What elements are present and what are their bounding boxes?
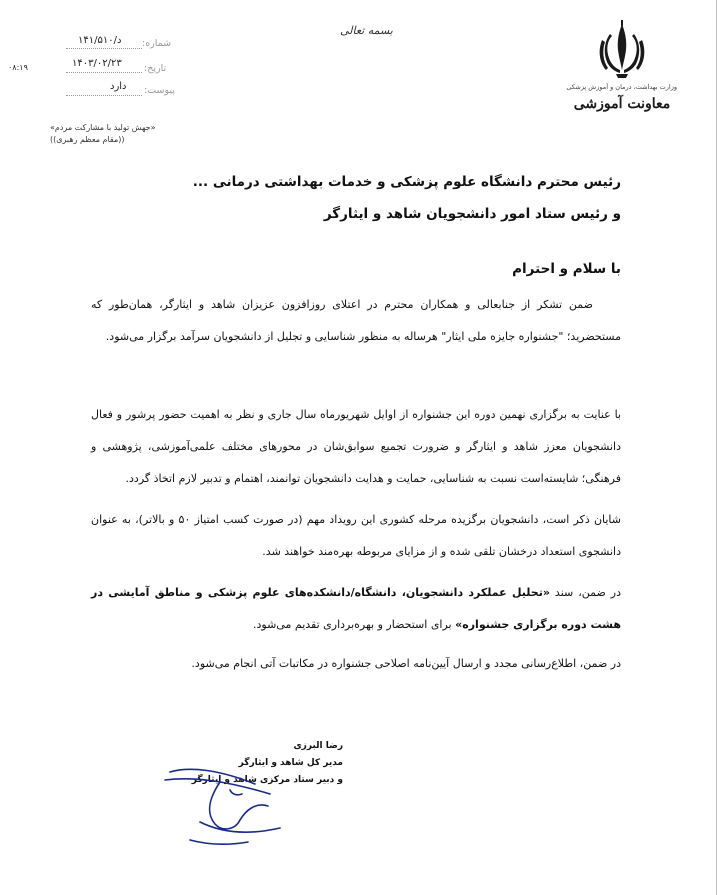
number-line bbox=[66, 48, 142, 49]
attachment-line bbox=[66, 95, 142, 96]
slogan-line-1: «جهش تولید با مشارکت مردم» bbox=[50, 123, 156, 132]
signatory-name: رضا البرزی bbox=[293, 741, 343, 751]
number-value: ۱۴۱/۵۱۰/د bbox=[78, 35, 122, 46]
ministry-name: وزارت بهداشت، درمان و آموزش پزشکی bbox=[566, 83, 677, 91]
letterhead bbox=[567, 20, 677, 112]
date-label: تاریخ: bbox=[144, 63, 167, 74]
slogan bbox=[50, 122, 180, 147]
recipient-line-1: رئیس محترم دانشگاه علوم پزشکی و خدمات بهداشتی درمانی ... bbox=[192, 174, 621, 190]
slogan-line-2: ((مقام معظم رهبری)) bbox=[50, 135, 125, 145]
attachment-label: پیوست: bbox=[144, 85, 175, 96]
number-label: شماره: bbox=[142, 38, 172, 49]
paragraph-2: با عنایت به برگزاری نهمین دوره این جشنواره از اوایل شهریورماه سال جاری و نظر به اهمیت حضور پرشور و فعال دانشجویان معزز شاهد و ایثارگر و ضرورت تجمیع سوابق‌شان در محورهای مختلف علمی‌آموزشی، پژوهشی و فرهنگی؛ شایسته‌است نسبت به شناسایی، حمایت و هدایت دانشجویان توانمند، اهتمام و تدبیر لازم اتخاذ گردد. bbox=[91, 408, 621, 485]
letter-body-2 bbox=[91, 399, 621, 495]
basmala: بسمه تعالی bbox=[340, 24, 393, 37]
paragraph-3: شایان ذکر است، دانشجویان برگزیده مرحله کشوری این رویداد مهم (در صورت کسب امتیاز ۵۰ و بالاتر)، به عنوان دانشجوی استعداد درخشان تلقی شده و از مزایای مربوطه بهره‌مند خواهند شد. bbox=[91, 513, 622, 558]
attachment-value: دارد bbox=[110, 81, 127, 92]
time-stamp: ۰۸:۱۹ bbox=[8, 63, 28, 72]
paragraph-4-prefix: در ضمن، سند bbox=[554, 586, 622, 599]
handwritten-signature bbox=[160, 762, 290, 852]
letter-body-3 bbox=[91, 504, 621, 568]
letter-body bbox=[91, 289, 621, 353]
letter-body-4 bbox=[91, 577, 621, 641]
document-title: «تحلیل عملکرد دانشجویان، دانشگاه/دانشکده‌های علوم پزشکی و مناطق آمایشی در هشت دوره برگزاری جشنواره» bbox=[91, 586, 621, 631]
signatory-title-2: و دبیر ستاد مرکزی شاهد و ایثارگر bbox=[191, 775, 343, 785]
date-value: ۱۴۰۳/۰۲/۲۳ bbox=[72, 58, 122, 69]
recipient-line-2: و رئیس ستاد امور دانشجویان شاهد و ایثارگر bbox=[323, 206, 621, 222]
paragraph-4 bbox=[91, 577, 621, 641]
date-line bbox=[66, 72, 142, 73]
paragraph-5: در ضمن، اطلاع‌رسانی مجدد و ارسال آیین‌نامه اصلاحی جشنواره در مکاتبات آتی انجام می‌شود. bbox=[191, 657, 621, 670]
paragraph-1: ضمن تشکر از جنابعالی و همکاران محترم در اعتلای روزافزون عزیزان شاهد و ایثارگر، همان‌طور که مستحضرید؛ "جشنواره جایزه ملی ایثار" هرساله به منظور شناسایی و تجلیل از دانشجویان سرآمد برگزار می‌شود. bbox=[91, 298, 621, 343]
emblem-icon bbox=[596, 20, 648, 80]
deputy-name: معاونت آموزشی bbox=[573, 95, 671, 112]
paragraph-4-suffix: برای استحضار و بهره‌برداری تقدیم می‌شود. bbox=[253, 618, 452, 631]
signatory-title-1: مدیر کل شاهد و ایثارگر bbox=[238, 758, 343, 768]
letter-body-5 bbox=[91, 648, 621, 680]
greeting: با سلام و احترام bbox=[512, 261, 621, 277]
